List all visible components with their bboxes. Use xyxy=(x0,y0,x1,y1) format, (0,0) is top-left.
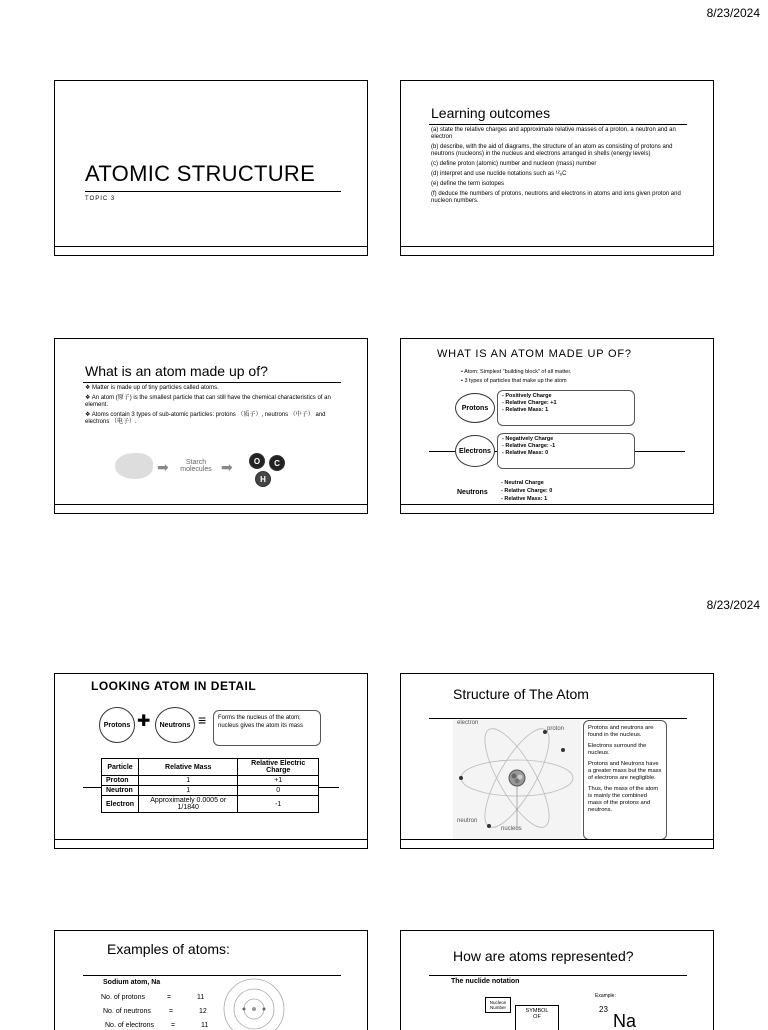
heading-underline xyxy=(429,124,687,125)
neutrons-label: Neutrons xyxy=(457,489,488,496)
table-cell: 1 xyxy=(139,786,238,796)
slide-title xyxy=(54,80,368,256)
atom-o-icon: O xyxy=(249,453,265,469)
nucleon-number-box: Nucleon Number xyxy=(485,997,511,1013)
plus-icon: ✚ xyxy=(137,713,151,730)
equals-sign: = xyxy=(167,994,172,1001)
title-underline xyxy=(85,191,341,192)
count-label: No. of protons xyxy=(101,994,145,1001)
heading-underline xyxy=(83,382,341,383)
count-row xyxy=(101,1005,221,1019)
heading-underline xyxy=(429,975,687,976)
slide-footer-bar xyxy=(55,246,367,247)
count-row xyxy=(101,991,221,1005)
table-cell: 0 xyxy=(238,786,319,796)
count-label: No. of electrons xyxy=(105,1022,155,1029)
slide-footer-bar xyxy=(401,504,713,505)
bullet-item: ❖ Matter is made up of tiny particles called atoms. xyxy=(85,385,219,391)
slide-subtitle: TOPIC 3 xyxy=(85,196,116,202)
bullet-item: • Atom: Simplest "building block" of all matter. xyxy=(461,369,572,375)
electrons-circle: Electrons xyxy=(455,435,495,467)
table-row xyxy=(102,786,319,796)
protons-circle: Protons xyxy=(455,393,495,423)
example-label: Example: xyxy=(595,993,616,999)
starch-label: Starch molecules xyxy=(180,459,212,473)
table-header-cell: Relative Electric Charge xyxy=(238,759,319,776)
slide-heading: What is an atom made up of? xyxy=(85,363,268,379)
nucleus-note: Forms the nucleus of the atom; nucleus gives the atom its mass xyxy=(213,710,321,746)
bread-image xyxy=(115,453,153,479)
slide-representation xyxy=(400,930,714,1030)
atom-c-icon: C xyxy=(269,455,285,471)
table-cell: Approximately 0.0005 or 1/1840 xyxy=(139,796,238,813)
protons-info xyxy=(497,390,635,426)
bullet-list xyxy=(85,385,345,426)
structure-notes xyxy=(583,720,667,840)
info-line: - Negatively Charge xyxy=(502,436,554,442)
note-line: Protons and Neutrons have a greater mass but the mass of electrons are negligible. xyxy=(588,761,662,781)
slide-heading: How are atoms represented? xyxy=(453,948,634,964)
symbol-box: SYMBOL OF xyxy=(515,1005,559,1030)
bullet-list xyxy=(461,368,571,386)
example-symbol: Na xyxy=(613,1011,637,1030)
count-label: No. of neutrons xyxy=(103,1008,151,1015)
table-row xyxy=(102,796,319,813)
table-row xyxy=(102,776,319,786)
table-cell: 1 xyxy=(139,776,238,786)
bullet-item: ❖ Atoms contain 3 types of sub-atomic particles: protons （质子）, neutrons （中子） and electrons （电子）. xyxy=(85,412,326,425)
count-row xyxy=(101,1019,221,1030)
atom-h-icon: H xyxy=(255,471,271,487)
neutron-label: neutron xyxy=(457,818,478,824)
example-subtitle: Sodium atom, Na xyxy=(103,979,161,986)
slide-footer-bar xyxy=(55,504,367,505)
bullet-text: Atom: Simplest "building block" of all matter. xyxy=(464,369,572,375)
heading-underline xyxy=(429,718,687,719)
equals-sign: = xyxy=(169,1008,174,1015)
slide-atom-made-of xyxy=(54,338,368,514)
slide-heading: Examples of atoms: xyxy=(107,941,230,957)
page-date: 8/23/2024 xyxy=(706,598,760,612)
count-value: 11 xyxy=(197,994,205,1001)
electron-label: electron xyxy=(457,720,479,726)
slide-atom-detail xyxy=(54,673,368,849)
outcome-item: (f) deduce the numbers of protons, neutrons and electrons in atoms and ions given proton and nucleon numbers. xyxy=(431,191,681,204)
arrow-icon: ➡ xyxy=(157,459,169,475)
slide-structure xyxy=(400,673,714,849)
arrow-icon: ➡ xyxy=(221,459,233,475)
bullet-text: Atoms contain 3 types of sub-atomic particles: protons （质子）, neutrons （中子） and electrons （电子）. xyxy=(85,412,326,425)
outcome-item: (c) define proton (atomic) number and nucleon (mass) number xyxy=(431,161,597,167)
table-cell: +1 xyxy=(238,776,319,786)
info-line: - Relative Mass: 1 xyxy=(502,407,549,413)
slide-title-text: ATOMIC STRUCTURE xyxy=(85,161,316,186)
slide-examples xyxy=(54,930,368,1030)
equals-icon: ≡ xyxy=(198,712,207,728)
bullet-text: 3 types of particles that make up the atom xyxy=(464,378,567,384)
slide-footer-bar xyxy=(401,246,713,247)
outcome-item: (b) describe, with the aid of diagrams, the structure of an atom as consisting of protons and neutrons (nucleons) in the nucleus and electrons arranged in shells (energy levels) xyxy=(431,144,673,157)
protons-circle: Protons xyxy=(99,707,135,743)
info-line: - Neutral Charge xyxy=(501,480,544,486)
neutrons-circle: Neutrons xyxy=(155,707,195,743)
sodium-counts xyxy=(101,991,221,1030)
slide-heading: WHAT IS AN ATOM MADE UP OF? xyxy=(437,348,632,360)
outcome-item: (d) interpret and use nuclide notations such as ¹²₆C xyxy=(431,171,567,177)
slide-particles xyxy=(400,338,714,514)
info-line: - Relative Charge: +1 xyxy=(502,400,557,406)
nuclide-subtitle: The nuclide notation xyxy=(451,978,520,985)
table-cell: Neutron xyxy=(102,786,139,796)
table-cell: Electron xyxy=(102,796,139,813)
equals-sign: = xyxy=(171,1022,176,1029)
table-header-cell: Particle xyxy=(102,759,139,776)
neutrons-info xyxy=(501,479,552,503)
table-cell: -1 xyxy=(238,796,319,813)
info-line: - Relative Charge: 0 xyxy=(501,488,553,494)
slide-heading: Learning outcomes xyxy=(431,105,551,121)
sodium-shell-diagram xyxy=(221,975,287,1030)
slide-heading: LOOKING ATOM IN DETAIL xyxy=(91,679,257,693)
bullet-item: ❖ An atom (原子) is the smallest particle that can still have the chemical characteristics of an element. xyxy=(85,395,331,408)
slide-footer-bar xyxy=(55,839,367,840)
slide-footer-bar xyxy=(401,839,713,840)
note-line: Protons and neutrons are found in the nucleus. xyxy=(588,725,654,738)
electrons-info xyxy=(497,433,635,469)
proton-label: proton xyxy=(547,726,565,732)
outcome-item: (e) define the term isotopes xyxy=(431,181,505,187)
bullet-text: An atom (原子) is the smallest particle that can still have the chemical characteristics of an element. xyxy=(85,395,331,408)
slide-heading: Structure of The Atom xyxy=(453,686,589,702)
outcomes-list xyxy=(431,127,691,208)
count-value: 11 xyxy=(201,1022,209,1029)
info-line: - Relative Mass: 0 xyxy=(502,450,549,456)
bullet-item: • 3 types of particles that make up the atom xyxy=(461,378,567,384)
slide-learning-outcomes xyxy=(400,80,714,256)
count-value: 12 xyxy=(199,1008,207,1015)
info-line: - Relative Mass: 1 xyxy=(501,496,548,502)
info-line: - Positively Charge xyxy=(502,393,552,399)
outcome-item: (a) state the relative charges and approximate relative masses of a proton, a neutron and an electron xyxy=(431,127,676,140)
table-cell: Proton xyxy=(102,776,139,786)
example-mass: 23 xyxy=(599,1005,608,1014)
note-line: Electrons surround the nucleus. xyxy=(588,743,647,756)
note-line: Thus, the mass of the atom is mainly the combined mass of the protons and neutrons. xyxy=(588,786,659,813)
page-date: 8/23/2024 xyxy=(706,6,760,20)
info-line: - Relative Charge: -1 xyxy=(502,443,556,449)
particle-table xyxy=(101,758,319,813)
nucleus-label: nucleus xyxy=(501,826,522,832)
heading-underline xyxy=(83,975,341,976)
bullet-text: Matter is made up of tiny particles called atoms. xyxy=(92,385,219,391)
table-header-cell: Relative Mass xyxy=(139,759,238,776)
